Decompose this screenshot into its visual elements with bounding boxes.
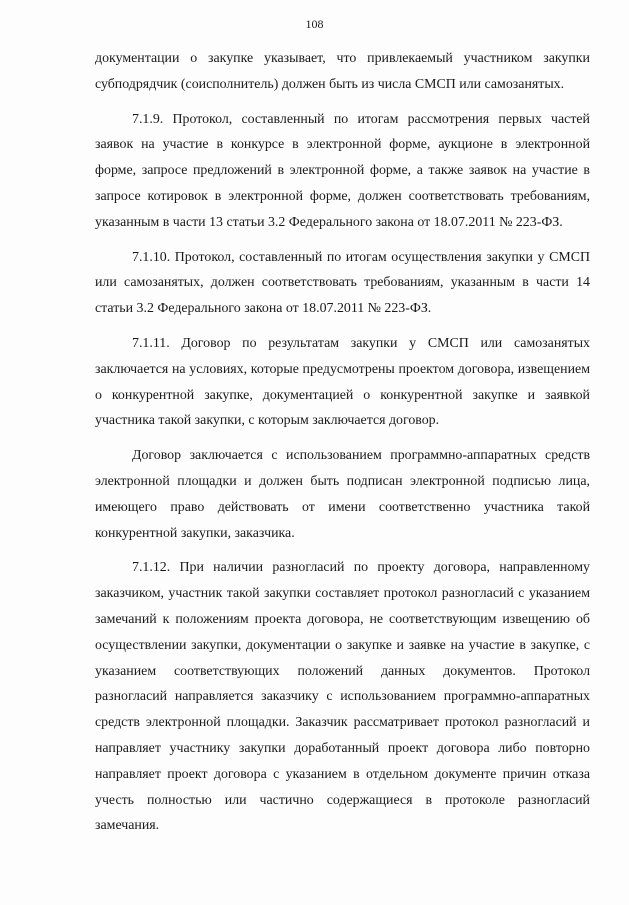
paragraph-7-1-11: 7.1.11. Договор по результатам закупки у СМСП или самозанятых заключается на условиях, которые предусмотрены проектом договора, извещением о конкурентной закупке, документацией о конкурентной закупке и заявкой участника такой закупки, с которым заключается договор. xyxy=(95,335,590,429)
paragraph-7-1-9: 7.1.9. Протокол, составленный по итогам рассмотрения первых частей заявок на участие в конкурсе в электронной форме, аукционе в электронной форме, запросе предложений в электронной форме, а также заявок на участие в запросе котировок в электронной форме, должен соответствовать требованиям, указанным в части 13 статьи 3.2 Федерального закона от 18.07.2011 № 223-ФЗ. xyxy=(95,111,590,230)
paragraph-7-1-10: 7.1.10. Протокол, составленный по итогам осуществления закупки у СМСП или самозанятых, должен соответствовать требованиям, указанным в части 14 статьи 3.2 Федерального закона от 18.07.2011 № 223-ФЗ. xyxy=(95,249,590,317)
paragraph-7-1-12: 7.1.12. При наличии разногласий по проекту договора, направленному заказчиком, участник такой закупки составляет протокол разногласий с указанием замечаний к положениям проекта договора, не соответствующим извещению об осуществлении закупки, документации о закупке и заявке на участие в закупке, с указанием соответствующих положений данных документов. Протокол разногласий направляется заказчику с использованием программно-аппаратных средств электронной площадки. Заказчик рассматривает протокол разногласий и направляет участнику закупки доработанный проект договора либо повторно направляет проект договора с указанием в отдельном документе причин отказа учесть полностью или частично содержащиеся в протоколе разногласий замечания. xyxy=(95,560,590,834)
document-body xyxy=(95,46,590,848)
paragraph-continuation: документации о закупке указывает, что привлекаемый участником закупки субподрядчик (соисполнитель) должен быть из числа СМСП или самозанятых. xyxy=(95,51,590,92)
page-number: 108 xyxy=(305,17,324,31)
paragraph-contract-signing: Договор заключается с использованием программно-аппаратных средств электронной площадки и должен быть подписан электронной подписью лица, имеющего право действовать от имени соответственно участника такой конкурентной закупки, заказчика. xyxy=(95,448,590,541)
